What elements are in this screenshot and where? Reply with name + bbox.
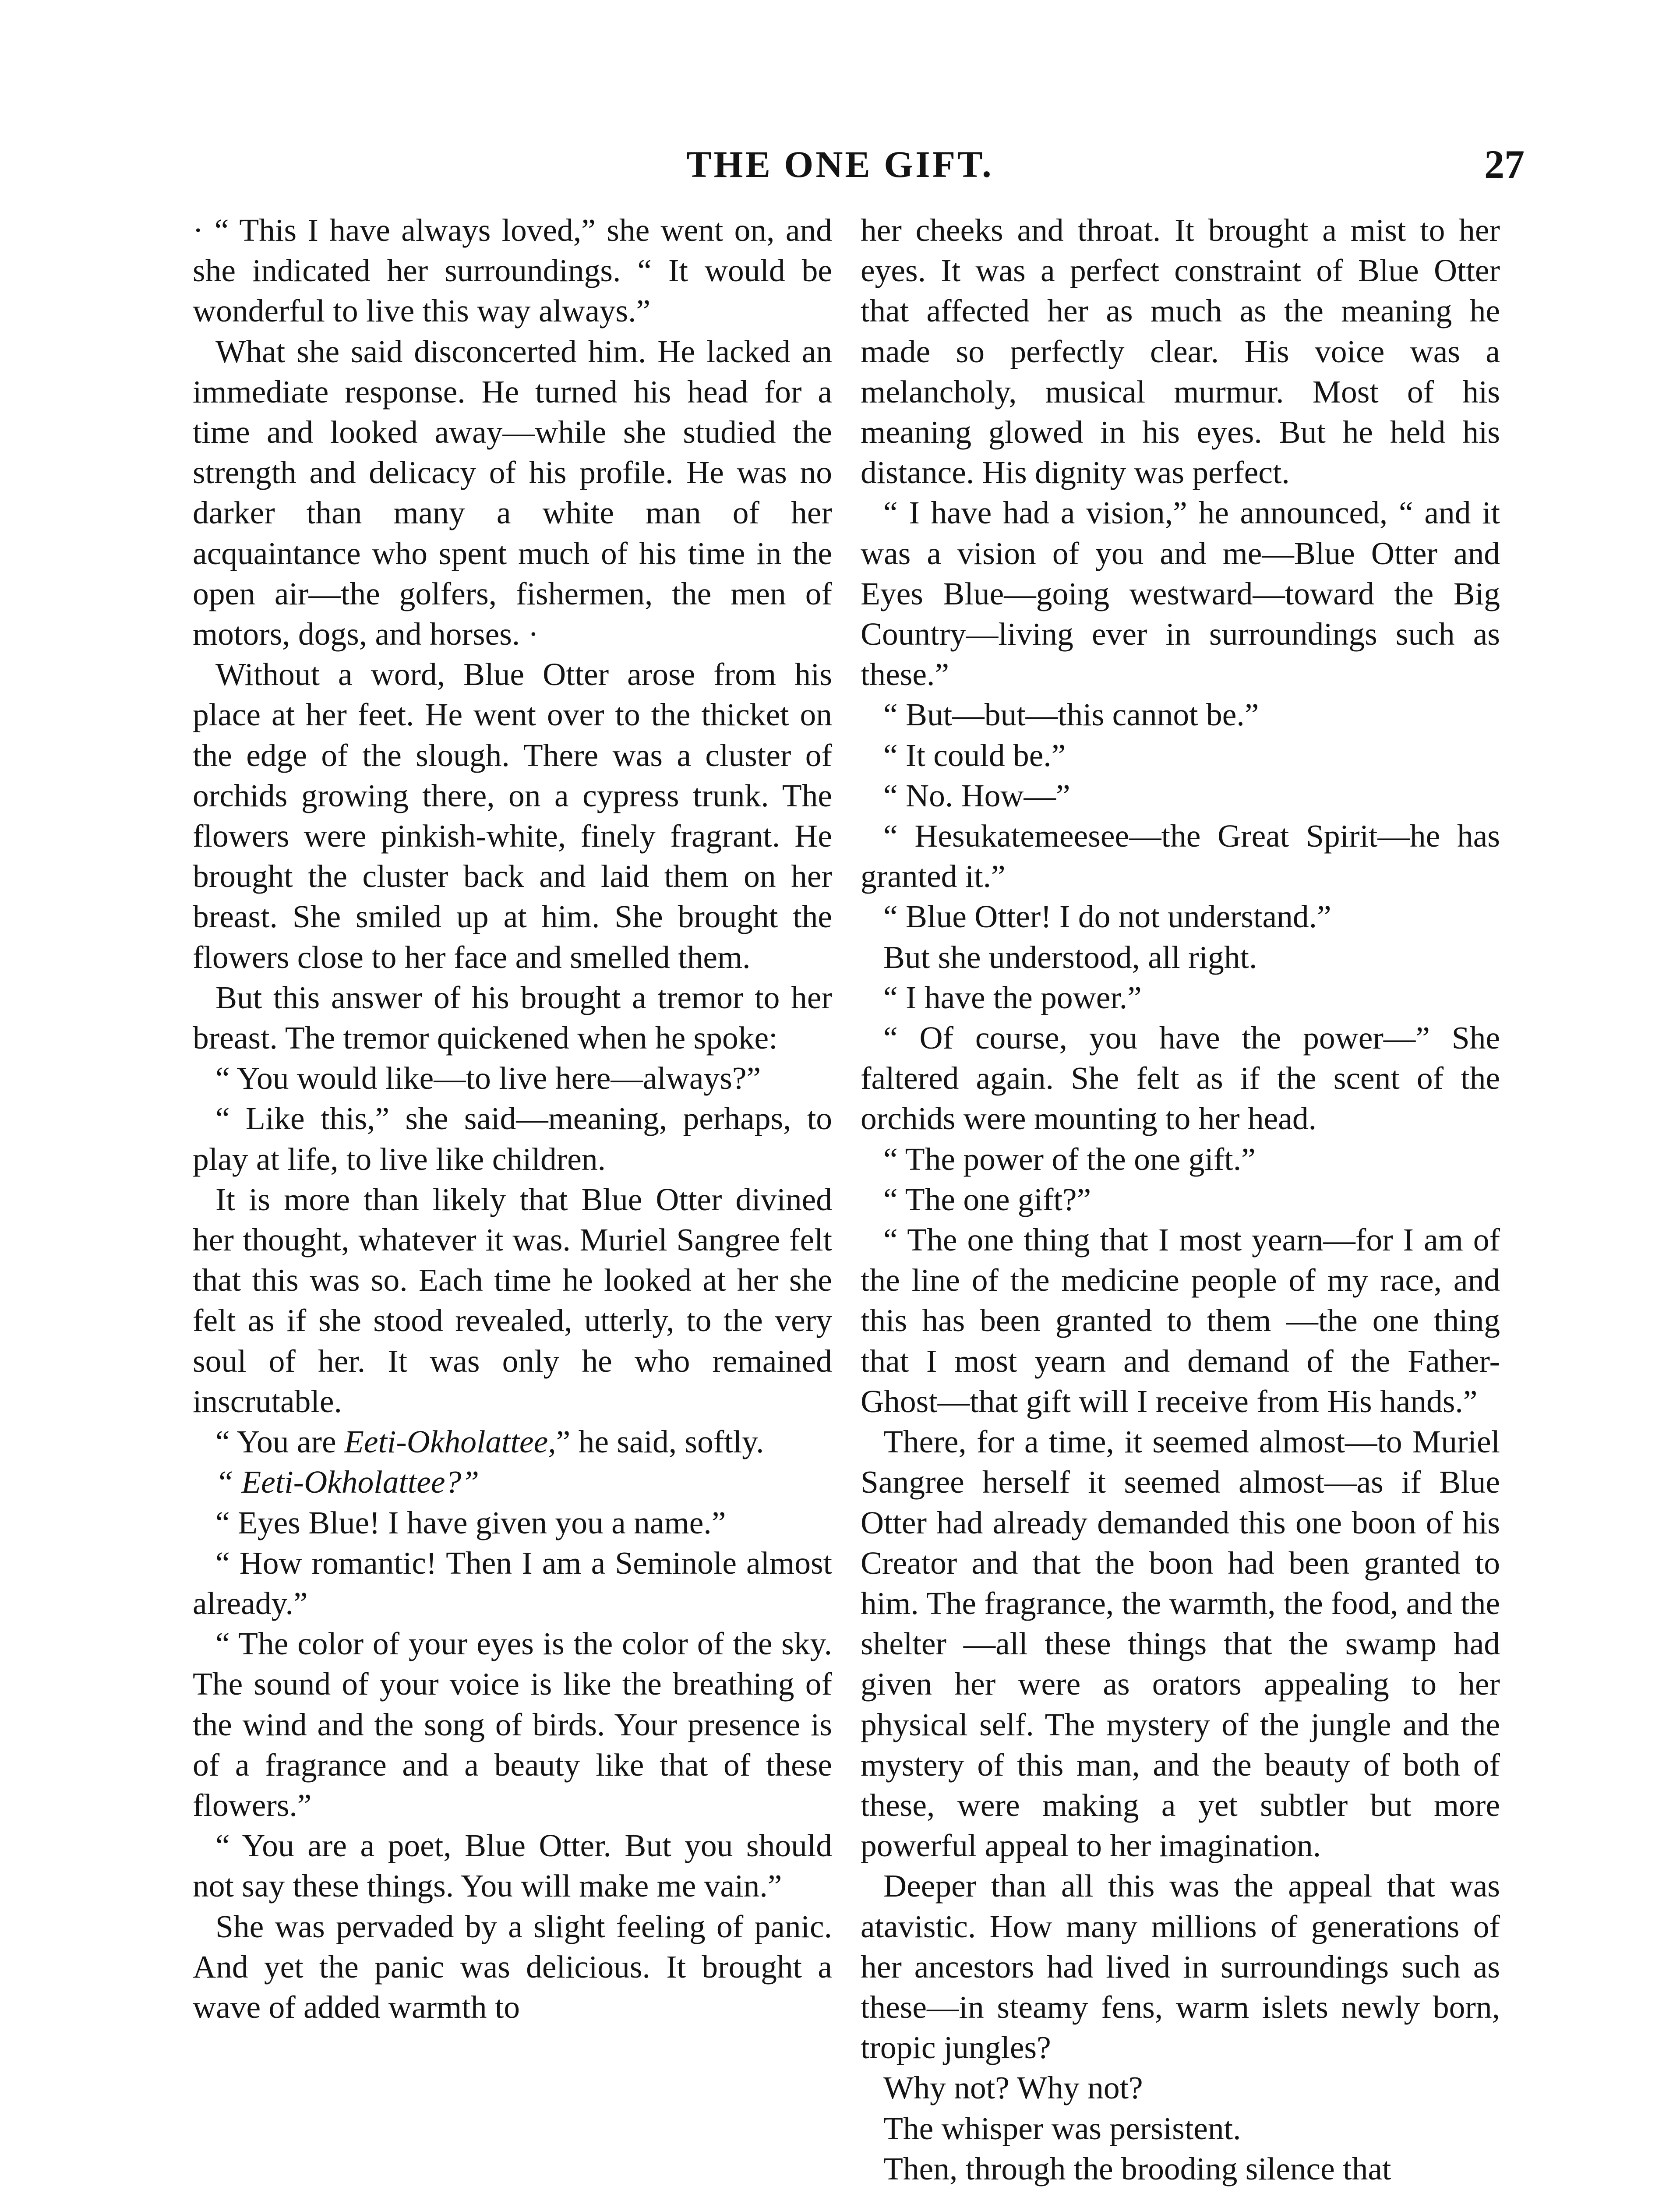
paragraph: But she understood, all right. (883, 939, 1257, 975)
paragraph: Without a word, Blue Otter arose from his place at her feet. He went over to the thicket on the edge of the slough. There was a cluster of orchids growing there, on a cypress trunk. The flowers were pinkish-white, finely fragrant. He brought the cluster back and laid them on her breast. She smiled up at him. She brought the flowers close to her face and smelled them. (193, 657, 832, 975)
paragraph: Why not? Why not? (883, 2070, 1143, 2106)
paragraph: “ How romantic! Then I am a Seminole almost already.” (193, 1545, 832, 1621)
paragraph: “ You are a poet, Blue Otter. But you should not say these things. You will make me vain.” (193, 1828, 832, 1904)
right-column (861, 210, 1500, 2189)
paragraph: “ I have had a vision,” he announced, “ and it was a vision of you and me—Blue Otter and Eyes Blue—going westward—toward the Big Country—living ever in surroundings such as these.” (861, 495, 1500, 692)
paragraph: · “ This I have always loved,” she went on, and she indicated her surroundings. “ It would be wonderful to live this way always.” (193, 212, 832, 329)
paragraph: “ You would like—to live here—always?” (215, 1060, 761, 1096)
left-column (193, 210, 832, 2028)
paragraph: “ No. How—” (883, 777, 1070, 813)
paragraph (193, 1462, 832, 1502)
paragraph: “ I have the power.” (883, 979, 1142, 1015)
paragraph: But this answer of his brought a tremor to her breast. The tremor quickened when he spoke: (193, 979, 832, 1056)
italic-name: “ Eeti-Okholattee?” (215, 1464, 480, 1500)
running-title: THE ONE GIFT. (686, 143, 994, 185)
paragraph: “ Of course, you have the power—” She faltered again. She felt as if the scent of the orchids were mounting to her head. (861, 1020, 1500, 1137)
paragraph: It is more than likely that Blue Otter divined her thought, whatever it was. Muriel Sangree felt that this was so. Each time he looked at her she felt as if she stood revealed, utterly, to the very soul of her. It was only he who remained inscrutable. (193, 1181, 832, 1419)
paragraph: Then, through the brooding silence that (883, 2151, 1391, 2186)
paragraph: She was pervaded by a slight feeling of panic. And yet the panic was delicious. It brought a wave of added warmth to (193, 1908, 832, 2025)
paragraph: “ But—but—this cannot be.” (883, 697, 1259, 733)
paragraph-text: ” he said, softly. (556, 1424, 764, 1460)
paragraph: her cheeks and throat. It brought a mist to her eyes. It was a perfect constraint of Blue Otter that affected her as much as the meaning he made so perfectly clear. His voice was a melancholy, musical murmur. Most of his meaning glowed in his eyes. But he held his distance. His dignity was perfect. (861, 212, 1500, 491)
paragraph: “ Like this,” she said—meaning, perhaps, to play at life, to live like children. (193, 1101, 832, 1177)
page-number: 27 (1484, 142, 1525, 187)
paragraph: “ The one gift?” (883, 1181, 1091, 1217)
running-head (0, 136, 1680, 193)
paragraph: “ The one thing that I most yearn—for I am of the line of the medicine people of my race, and this has been granted to them —the one thing that I most yearn and demand of the Father-Ghost—that gift will I receive from His hands.” (861, 1222, 1500, 1419)
paragraph: “ Hesukatemeesee—the Great Spirit—he has granted it.” (861, 818, 1500, 894)
paragraph: The whisper was persistent. (883, 2110, 1241, 2146)
italic-name: Eeti-Okholattee, (344, 1424, 556, 1460)
paragraph: “ The color of your eyes is the color of the sky. The sound of your voice is like the breathing of the wind and the song of birds. Your presence is of a fragrance and a beauty like that of these flowers.” (193, 1626, 832, 1823)
paragraph: “ The power of the one gift.” (883, 1141, 1256, 1177)
paragraph (193, 1422, 832, 1462)
paragraph: “ Blue Otter! I do not understand.” (883, 899, 1331, 935)
paragraph: Deeper than all this was the appeal that was atavistic. How many millions of generations of her ancestors had lived in surroundings such as these—in steamy fens, warm islets newly born, tropic jungles? (861, 1868, 1500, 2066)
paragraph: What she said disconcerted him. He lacked an immediate response. He turned his head for a time and looked away—while she studied the strength and delicacy of his profile. He was no darker than many a white man of her acquaintance who spent much of his time in the open air—the golfers, fishermen, the men of motors, dogs, and horses. · (193, 333, 832, 652)
paragraph-text: “ You are (215, 1424, 344, 1460)
paragraph: There, for a time, it seemed almost—to Muriel Sangree herself it seemed almost—as if Blue Otter had already demanded this one boon of his Creator and that the boon had been granted to him. The fragrance, the warmth, the food, and the shelter —all these things that the swamp had given her were as orators appealing to her physical self. The mystery of the jungle and the mystery of this man, and the beauty of both of these, were making a yet subtler but more powerful appeal to her imagination. (861, 1424, 1500, 1864)
paragraph: “ It could be.” (883, 737, 1066, 773)
paragraph: “ Eyes Blue! I have given you a name.” (215, 1505, 726, 1540)
